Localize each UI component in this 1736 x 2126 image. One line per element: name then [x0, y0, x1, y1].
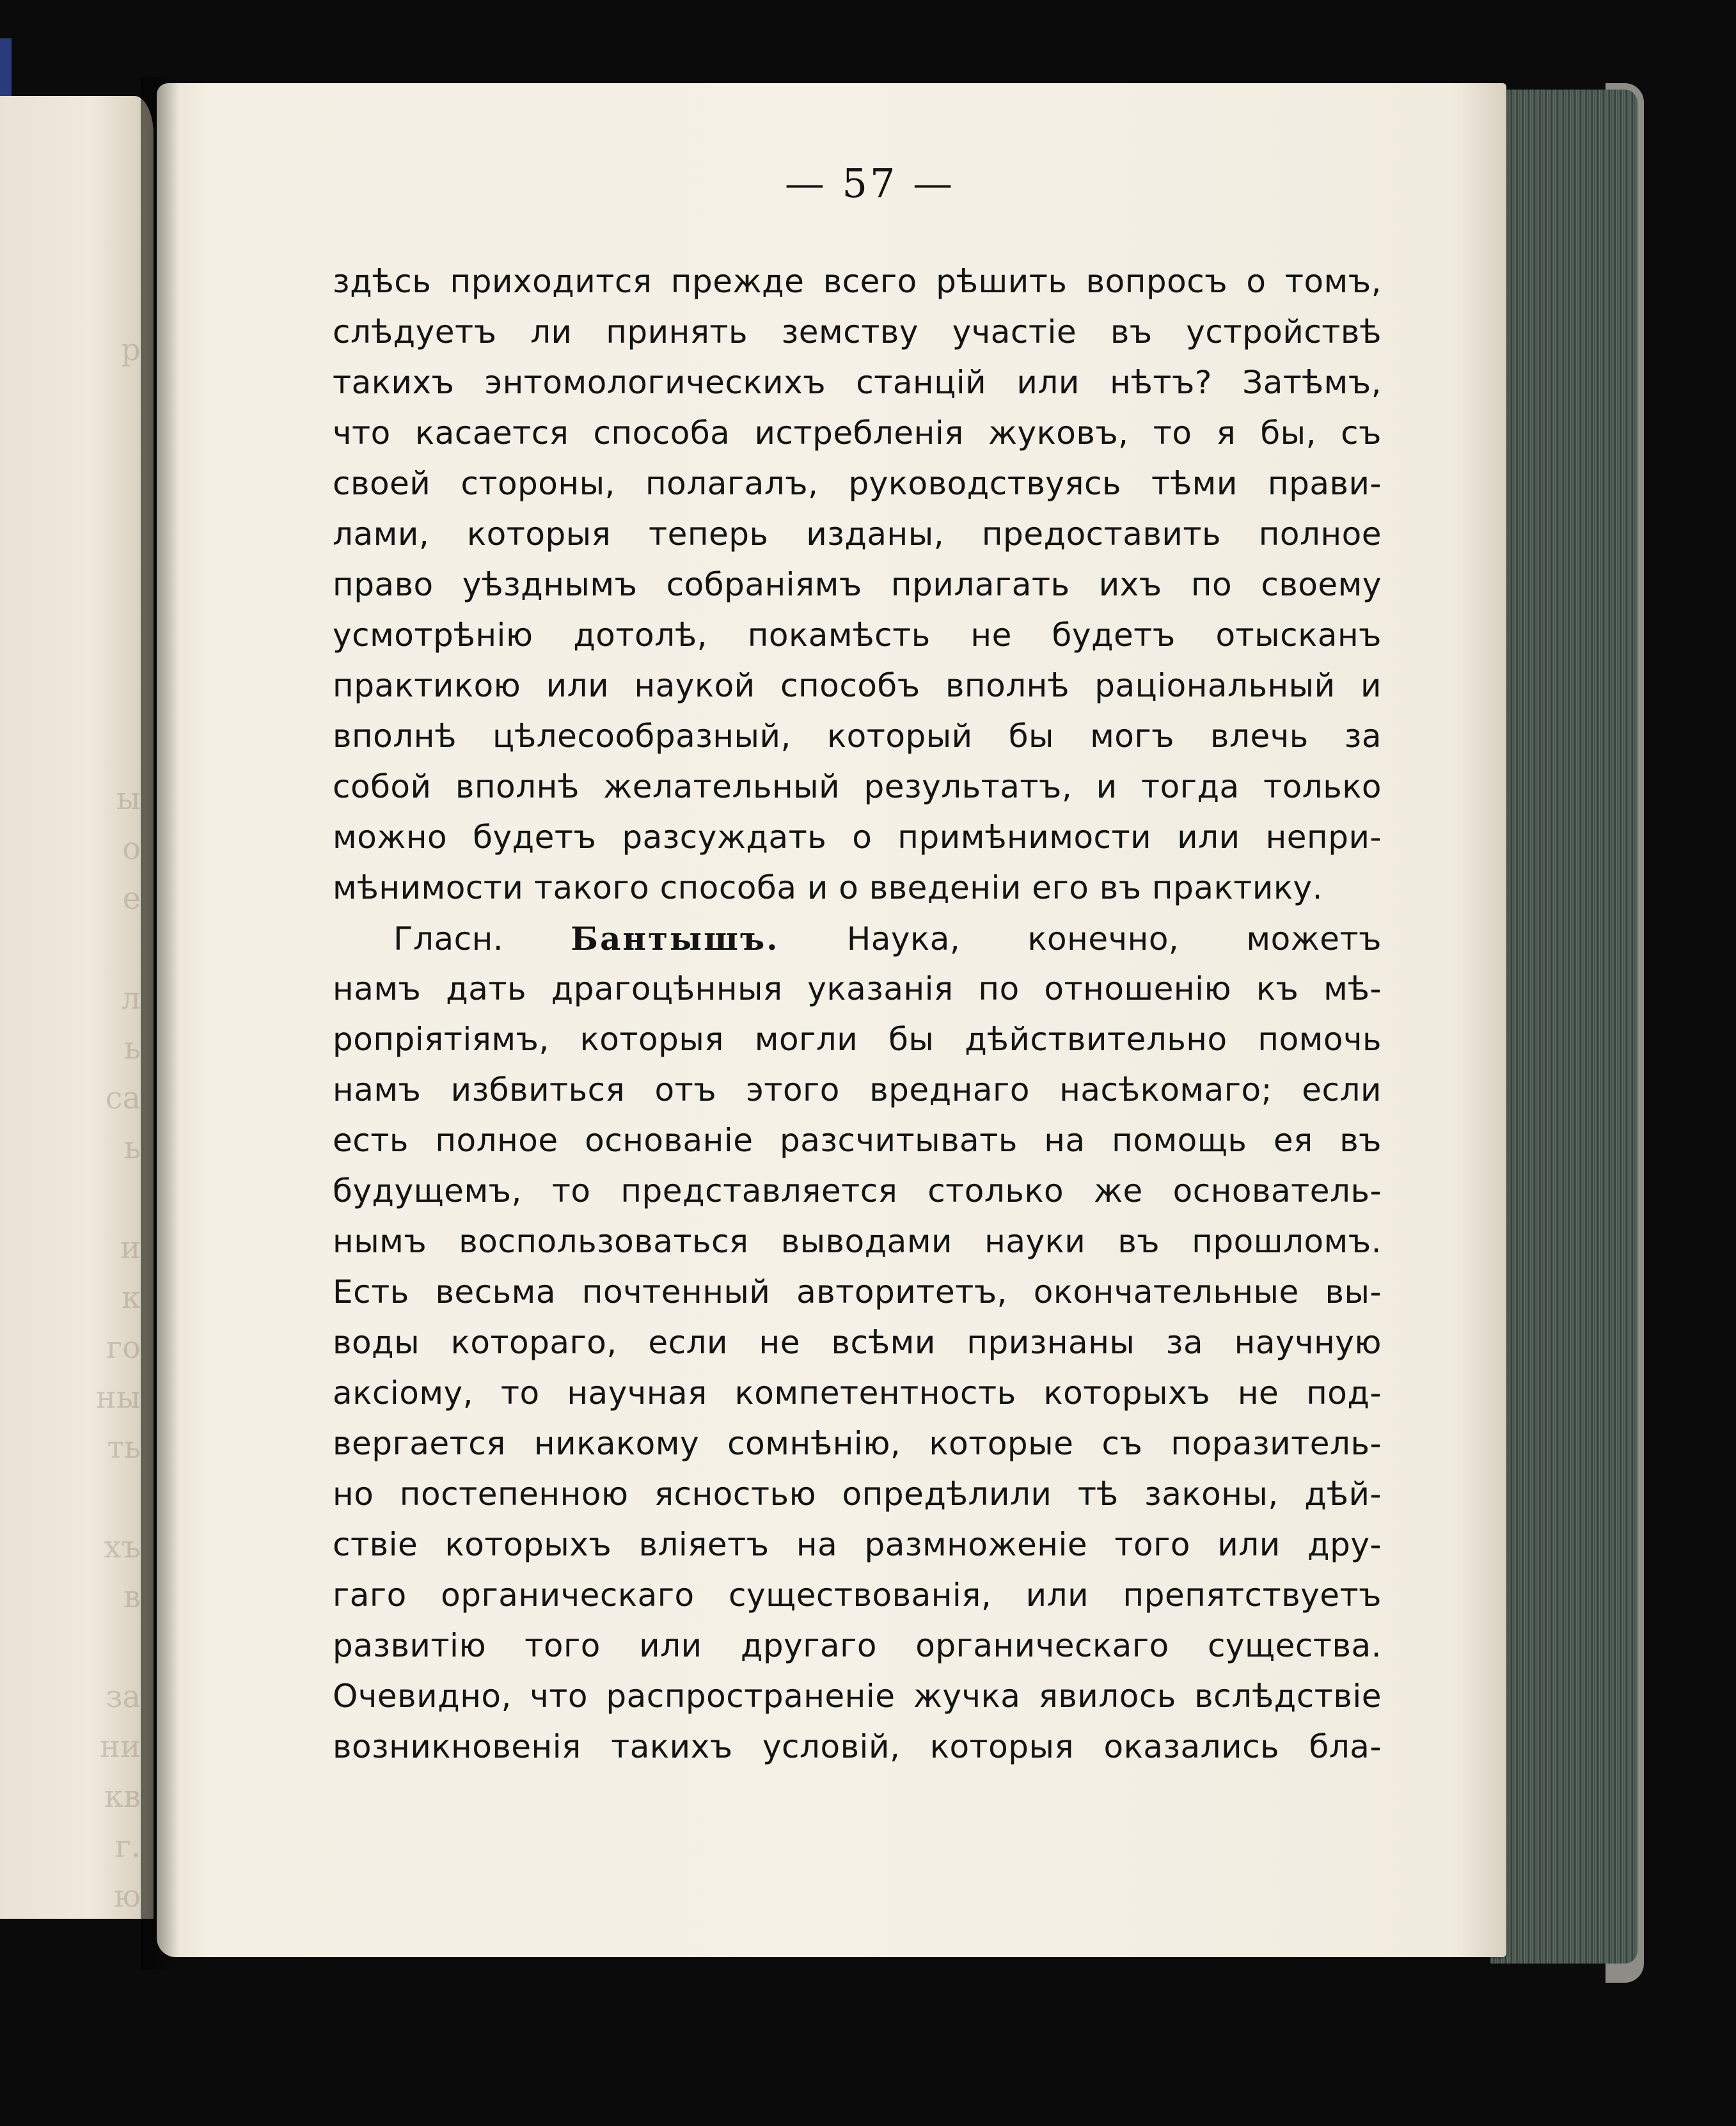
text-line: такихъ энтомологическихъ станцій или нѣтъ? Затѣмъ,: [333, 364, 1382, 401]
text-line: мѣнимости такого способа и о введеніи его въ практику.: [333, 869, 1323, 906]
paragraph-1: [333, 256, 1382, 913]
text-line: будущемъ, то представляется столько же основатель-: [333, 1172, 1382, 1209]
text-line: вергается никакому сомнѣнію, которые съ поразитель-: [333, 1425, 1382, 1462]
gutter-shadow: [141, 77, 179, 1970]
text-line: что касается способа истребленія жуковъ, то я бы, съ: [333, 414, 1382, 452]
text-line: воды котораго, если не всѣми признаны за научную: [333, 1324, 1382, 1361]
text-block: [333, 160, 1382, 1772]
text-line: собой вполнѣ желательный результатъ, и тогда только: [333, 768, 1382, 805]
paragraph-2: [333, 913, 1382, 1772]
page-fore-edge: [1490, 90, 1637, 1964]
text-line: намъ избвиться отъ этого вреднаго насѣкомаго; если: [333, 1071, 1382, 1108]
text-line: слѣдуетъ ли принять земству участіе въ устройствѣ: [333, 313, 1382, 350]
text-line: вполнѣ цѣлесообразный, который бы могъ влечь за: [333, 718, 1382, 755]
text-line: развитію того или другаго органическаго существа.: [333, 1627, 1382, 1664]
text-line: нымъ воспользоваться выводами науки въ прошломъ.: [333, 1223, 1382, 1260]
text-line: есть полное основаніе разсчитывать на помощь ея въ: [333, 1122, 1382, 1159]
text-line: своей стороны, полагалъ, руководствуясь тѣми прави-: [333, 465, 1382, 502]
text-line: можно будетъ разсуждать о примѣнимости или непри-: [333, 819, 1382, 856]
text-line: практикою или наукой способъ вполнѣ раціональный и: [333, 667, 1382, 704]
text-line: лами, которыя теперь изданы, предоставить полное: [333, 516, 1382, 553]
speaker-prefix: Гласн.: [393, 920, 504, 957]
text-line: Есть весьма почтенный авторитетъ, окончательные вы-: [333, 1273, 1382, 1311]
text-line: усмотрѣнію дотолѣ, покамѣсть не будетъ отысканъ: [333, 617, 1382, 654]
text-line: но постепенною ясностью опредѣлили тѣ законы, дѣй-: [333, 1476, 1382, 1513]
speaker-line: [333, 913, 1382, 964]
text-line: аксіому, то научная компетентность которыхъ не под-: [333, 1374, 1382, 1412]
text-line: возникновенія такихъ условій, которыя оказались бла-: [333, 1728, 1382, 1765]
text-line: гаго органическаго существованія, или препятствуетъ: [333, 1577, 1382, 1614]
text-line: ропріятіямъ, которыя могли бы дѣйствительно помочь: [333, 1021, 1382, 1058]
text-line: здѣсь приходится прежде всего рѣшить вопросъ о томъ,: [333, 263, 1382, 300]
left-page: [0, 96, 154, 1919]
text-line: намъ дать драгоцѣнныя указанія по отношенію къ мѣ-: [333, 970, 1382, 1007]
page-number: — 57 —: [784, 160, 956, 207]
text-line: право уѣзднымъ собраніямъ прилагать ихъ по своему: [333, 566, 1382, 603]
text-line: Очевидно, что распространеніе жучка явилось вслѣдствіе: [333, 1678, 1382, 1715]
speaker-line-rest: Наука, конечно, можетъ: [846, 920, 1382, 957]
speaker-name: Бантышъ.: [571, 920, 780, 957]
text-line: ствіе которыхъ вліяетъ на размноженіе того или дру-: [333, 1526, 1382, 1563]
left-page-bleed-text: р ы о е л ь са ь и к го ны ть хъ в за ни кв г. ю: [95, 332, 141, 1914]
